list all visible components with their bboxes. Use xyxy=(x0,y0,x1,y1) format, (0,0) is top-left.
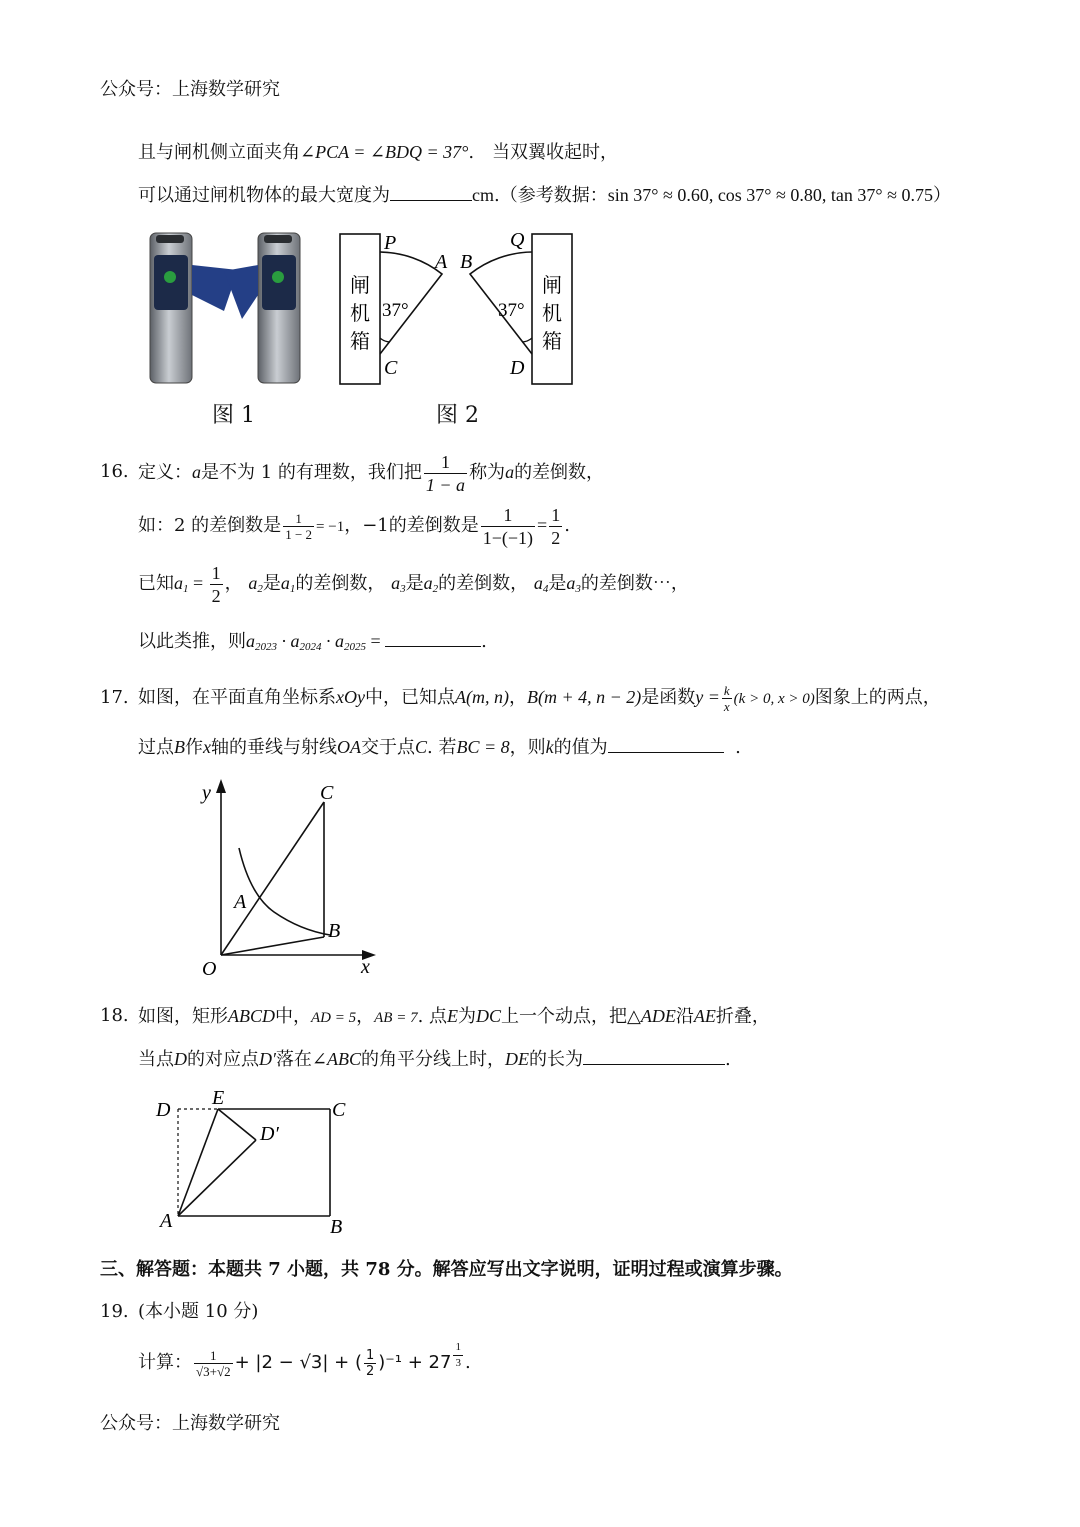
exponent-one-third: $\frac{1}{3}$ xyxy=(455,1341,461,1369)
given-BC: BC = 8 xyxy=(456,737,510,757)
q16-line3: 已知$a_1$ = $\frac{1}{2}$ ， $a_2$是$a_1$的差倒数， $a_3$是$a_2$的差倒数， $a_4$是$a_3$的差倒数⋯， xyxy=(138,562,689,606)
q15-angle-eq: ∠PCA = ∠BDQ = 37° xyxy=(300,142,469,162)
fraction-1-over-root3-plus-root2: $\frac{1}{√3+√2}$ xyxy=(196,1347,231,1379)
q15-ref-end: ） xyxy=(932,185,951,206)
header-watermark: 公众号：上海数学研究 xyxy=(100,79,280,100)
answer-blank-q18[interactable] xyxy=(583,1046,725,1065)
q15-ref-label: .（参考数据： xyxy=(494,185,608,206)
q15-line1-prefix: 且与闸机侧立面夹角 xyxy=(138,142,300,163)
q16-number: 16. xyxy=(100,461,129,482)
box-right-char-2: 机 xyxy=(542,303,562,325)
q16-text: 以此类推，则 xyxy=(138,631,246,652)
figure-1-caption: 图 1 xyxy=(212,403,255,428)
point-label-D: D xyxy=(510,357,525,379)
box-left-char-2: 机 xyxy=(350,303,370,325)
q16-line2 xyxy=(138,500,570,552)
q17-coordinate-figure xyxy=(190,775,390,985)
q18-number: 18. xyxy=(100,1005,129,1026)
point-label-B: B xyxy=(328,920,341,942)
angle-label-right: 37° xyxy=(498,300,525,321)
q16-text: 称为 xyxy=(469,462,506,483)
box-right-char-3: 箱 xyxy=(542,331,562,353)
axis-label-x: x xyxy=(361,956,370,978)
q16-line1 xyxy=(138,447,604,498)
figure-2-schematic xyxy=(330,222,590,392)
q16-value: = −1 xyxy=(316,519,345,535)
point-label-C: C xyxy=(320,782,334,804)
figure-1-turnstile xyxy=(140,225,310,390)
origin-label-O: O xyxy=(202,958,217,980)
var-a: a xyxy=(192,462,201,482)
axis-label-y: y xyxy=(202,782,211,804)
footer-watermark: 公众号：上海数学研究 xyxy=(100,1413,280,1434)
point-label-A: A xyxy=(160,1210,173,1232)
q15-line2 xyxy=(138,182,951,208)
q16-text: 已知 xyxy=(138,573,174,594)
q19-expression-line: 计算： $\frac{1}{√3+√2}$ + |2 − √3| + ( $\frac{1}{2}$ )⁻¹ + 27 $\frac{1}{3}$ . xyxy=(138,1341,471,1379)
point-label-Q: Q xyxy=(510,229,525,251)
point-label-E: E xyxy=(212,1087,225,1109)
q19-expr-middle: + |2 − √3| + ( xyxy=(234,1352,362,1373)
point-label-A: A xyxy=(435,251,448,273)
point-A-coords: A(m, n) xyxy=(454,687,509,707)
q16-text: 如：2 的差倒数是 xyxy=(138,515,282,536)
q19-label: 计算： xyxy=(138,1352,192,1373)
q18-line1: 如图，矩形ABCD中，AD = 5，AB = 7. 点E为DC上一个动点，把△ADE沿AE折叠， xyxy=(138,1006,770,1027)
fraction-k-over-x: $\frac{k}{x}$ xyxy=(723,682,730,714)
q18-rectangle-figure xyxy=(150,1085,360,1240)
angle-label-left: 37° xyxy=(382,300,409,321)
box-left-char-3: 箱 xyxy=(350,331,370,353)
point-label-C: C xyxy=(384,357,398,379)
q17-number: 17. xyxy=(100,687,129,708)
q16-line4: 以此类推，则$a_{2023} \cdot a_{2024} \cdot a_{2025}$ = . xyxy=(138,628,487,659)
q19-points: (本小题 10 分) xyxy=(138,1301,259,1322)
q18-line2: 当点D的对应点D′落在∠ABC的角平分线上时，DE的长为 . xyxy=(138,1046,731,1072)
point-label-C: C xyxy=(332,1099,346,1121)
point-B-coords: B(m + 4, n − 2) xyxy=(526,687,642,707)
q15-ref-values: sin 37° ≈ 0.60, cos 37° ≈ 0.80, tan 37° ≈ 0.75 xyxy=(607,185,933,205)
answer-blank-q16[interactable] xyxy=(385,628,481,647)
q15-line2-prefix: 可以通过闸机物体的最大宽度为 xyxy=(138,185,390,206)
given-AB: AB = 7 xyxy=(374,1010,418,1026)
q17-line1: 如图，在平面直角坐标系xOy中，已知点A(m, n)，B(m + 4, n − 2)是函数y = $\frac{k}{x}$ (k > 0, x > 0)图象上的两点， xyxy=(138,682,941,714)
coord-system-xOy: xOy xyxy=(336,687,365,707)
answer-blank-q17[interactable] xyxy=(608,734,724,753)
q16-text: 的差倒数， xyxy=(514,462,605,483)
fraction-1-over-1-minus-neg1: $\frac{1}{1-(-1)}$ xyxy=(482,504,534,548)
box-right-char-1: 闸 xyxy=(542,275,562,297)
fraction-one-half: $\frac{1}{2}$ xyxy=(366,1347,375,1379)
q15-unit: cm xyxy=(472,185,494,205)
q16-text: 是不为 1 的有理数，我们把 xyxy=(201,462,422,483)
point-label-D: D xyxy=(156,1099,171,1121)
q19-number: 19. xyxy=(100,1301,129,1322)
var-a: a xyxy=(505,462,515,482)
point-label-P: P xyxy=(384,232,397,254)
given-AD: AD = 5 xyxy=(311,1010,357,1026)
equals-sign: = xyxy=(537,515,548,535)
point-label-B: B xyxy=(330,1216,343,1238)
figure-2-caption: 图 2 xyxy=(436,403,479,428)
fraction-1-over-2: $\frac{1}{2}$ xyxy=(551,504,561,548)
q16-text: ，−1的差倒数是 xyxy=(344,515,479,536)
point-label-B: B xyxy=(460,251,473,273)
q16-text: . xyxy=(564,515,570,536)
function-condition: (k > 0, x > 0) xyxy=(733,691,815,707)
q15-line1 xyxy=(138,140,618,165)
product-expression: $a_{2023} \cdot a_{2024} \cdot a_{2025}$ xyxy=(246,631,366,653)
q15-line1-suffix: . 当双翼收起时， xyxy=(468,142,619,163)
point-label-A: A xyxy=(234,891,247,913)
point-label-D-prime: D′ xyxy=(260,1123,279,1145)
fraction-a1-one-half: $\frac{1}{2}$ xyxy=(211,562,221,606)
fraction-1-over-1-minus-2: $\frac{1}{1 - 2}$ xyxy=(285,510,313,542)
answer-blank-q15[interactable] xyxy=(390,182,472,201)
q16-text: 定义： xyxy=(138,462,192,483)
fraction-1-over-1-minus-a: $\frac{1}{1 - a}$ xyxy=(425,451,466,495)
box-left-char-1: 闸 xyxy=(350,275,370,297)
q19-expr-end: )⁻¹ + 27 xyxy=(378,1352,452,1373)
function-lhs: y = xyxy=(695,687,720,707)
q17-line2: 过点B作x轴的垂线与射线OA交于点C. 若BC = 8，则k的值为 . xyxy=(138,734,741,760)
section-3-heading: 三、解答题：本题共 7 小题，共 78 分。解答应写出文字说明，证明过程或演算步骤。 xyxy=(100,1259,793,1280)
